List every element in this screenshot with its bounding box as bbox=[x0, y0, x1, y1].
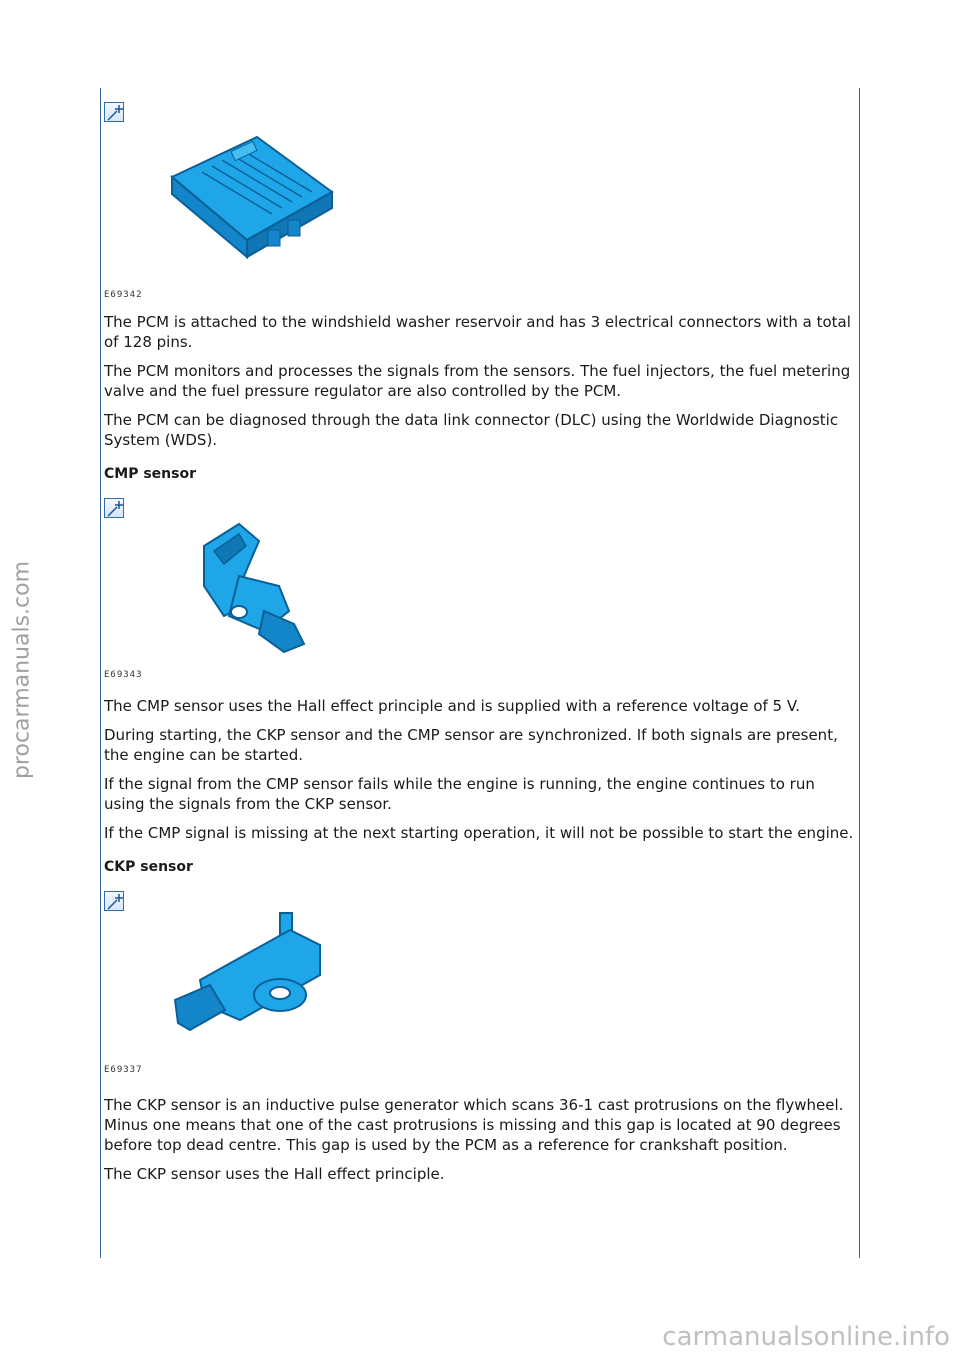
cmp-paragraph-3: If the signal from the CMP sensor fails while the engine is running, the engine continues to run using the signals from the CKP sensor. bbox=[104, 775, 815, 813]
cmp-paragraph-2: During starting, the CKP sensor and the CMP sensor are synchronized. If both signals are present, the engine can be started. bbox=[104, 726, 838, 764]
pcm-illustration bbox=[162, 122, 342, 267]
figure-code: E69343 bbox=[104, 670, 143, 680]
cmp-paragraph-4: If the CMP signal is missing at the next starting operation, it will not be possible to start the engine. bbox=[104, 824, 854, 842]
page-content bbox=[104, 88, 856, 1193]
ckp-heading: CKP sensor bbox=[104, 859, 193, 875]
zoom-icon[interactable] bbox=[104, 891, 124, 911]
figure-code: E69337 bbox=[104, 1065, 143, 1075]
cmp-sensor-illustration bbox=[184, 516, 334, 656]
zoom-icon[interactable] bbox=[104, 498, 124, 518]
figure-code: E69342 bbox=[104, 290, 143, 300]
bottom-watermark: carmanualsonline.info bbox=[662, 1322, 950, 1352]
pcm-figure bbox=[104, 102, 856, 302]
pcm-paragraph-3: The PCM can be diagnosed through the data link connector (DLC) using the Worldwide Diagnostic System (WDS). bbox=[104, 411, 839, 449]
cmp-paragraph-1: The CMP sensor uses the Hall effect principle and is supplied with a reference voltage of 5 V. bbox=[104, 697, 800, 715]
left-border-rule bbox=[100, 88, 101, 1258]
zoom-icon[interactable] bbox=[104, 102, 124, 122]
ckp-figure bbox=[104, 891, 856, 1075]
side-watermark-text: procarmanuals.com bbox=[9, 560, 35, 780]
pcm-paragraph-2: The PCM monitors and processes the signals from the sensors. The fuel injectors, the fuel metering valve and the fuel pressure regulator are also controlled by the PCM. bbox=[104, 362, 851, 400]
cmp-heading: CMP sensor bbox=[104, 466, 196, 482]
side-watermark bbox=[4, 0, 40, 1358]
pcm-paragraph-1: The PCM is attached to the windshield washer reservoir and has 3 electrical connectors with a total of 128 pins. bbox=[104, 313, 851, 351]
right-border-rule bbox=[859, 88, 860, 1258]
ckp-sensor-illustration bbox=[170, 905, 330, 1045]
ckp-paragraph-1: The CKP sensor is an inductive pulse generator which scans 36-1 cast protrusions on the flywheel. Minus one means that one of the cast protrusions is missing and this gap is located at 90 degrees before top dead centre. This gap is used by the PCM as a reference for crankshaft position. bbox=[104, 1096, 844, 1154]
ckp-paragraph-2: The CKP sensor uses the Hall effect principle. bbox=[104, 1165, 445, 1183]
cmp-figure bbox=[104, 498, 856, 680]
